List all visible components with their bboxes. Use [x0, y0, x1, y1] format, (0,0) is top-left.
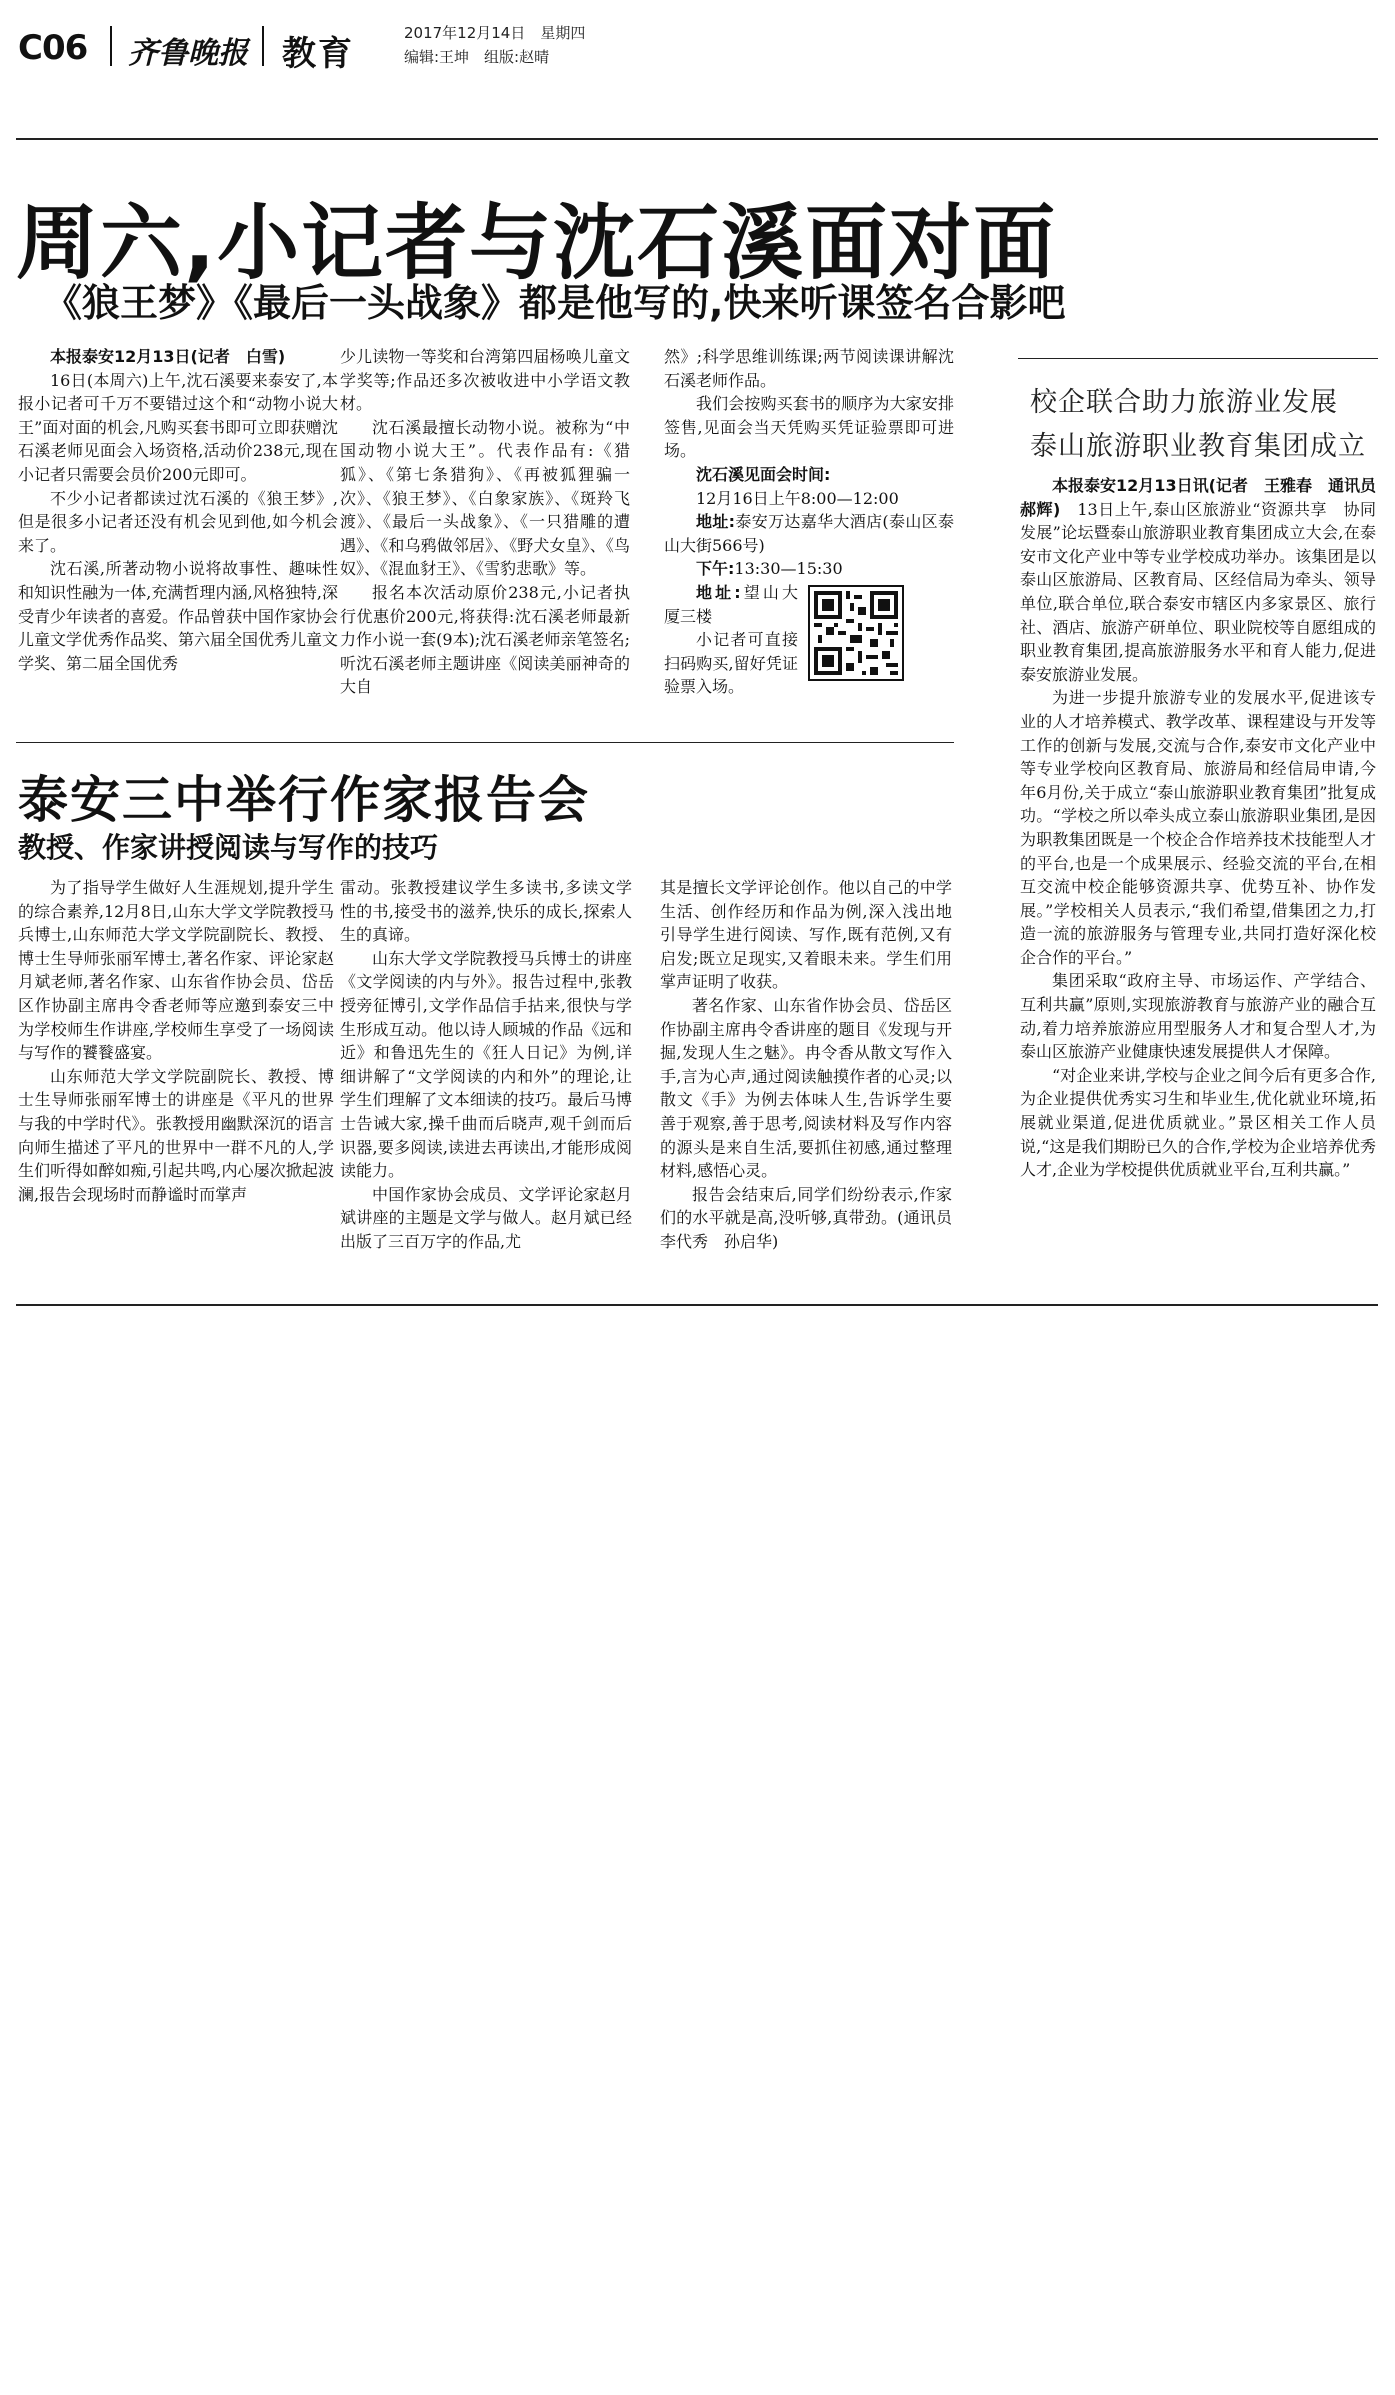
- story2-column-1: [18, 876, 334, 1206]
- story2-paragraph: 著名作家、山东省作协会员、岱岳区作协副主席冉令香讲座的题目《发现与开掘,发现人生之魅》。冉令香从散文写作入手,言为心声,通过阅读触摸作者的心灵;以散文《手》为例去体味人生,告诉学生要善于观察,善于思考,阅读材料及写作内容的源头是来自生活,要抓住初感,通过整理材料,感悟心灵。: [660, 995, 952, 1181]
- afternoon-label: 下午:: [696, 559, 735, 579]
- qr-code-icon[interactable]: [808, 585, 904, 681]
- afternoon-address-label: 地址:: [696, 583, 741, 602]
- story2-title: 泰安三中举行作家报告会: [18, 771, 590, 829]
- bottom-rule: [16, 1304, 1378, 1306]
- side-paragraph: 为进一步提升旅游专业的发展水平,促进该专业的人才培养模式、教学改革、课程建设与开发等工作的创新与发展,交流与合作,泰安市文化产业中等专业学校向区教育局、旅游局和经信局申请,今年6月份,关于成立“泰山旅游职业教育集团”批复成功。“学校之所以牵头成立泰山旅游职业集团,是因为职教集团既是一个校企合作培养技术技能型人才的平台,也是一个成果展示、经验交流的平台,在相互交流中校企能够资源共享、优势互补、协作发展。”学校相关人员表示,“我们希望,借集团之力,打造一流的旅游服务与管理专业,共同打造好深化校企合作的平台。”: [1020, 688, 1376, 967]
- side-byline: 本报泰安12月13日讯(记者 王雅春 通讯员 郝辉): [1020, 476, 1393, 519]
- newspaper-logo: 齐鲁晚报: [128, 36, 248, 71]
- date-line: 2017年12月14日 星期四: [404, 24, 586, 42]
- meeting-time: 12月16日上午8:00—12:00: [696, 488, 899, 508]
- header-divider: [110, 26, 112, 66]
- story2-paragraph: 雷动。张教授建议学生多读书,多读文学性的书,接受书的滋养,快乐的成长,探索人生的真谛。: [340, 878, 632, 945]
- lead-byline: 本报泰安12月13日(记者 白雪): [50, 347, 286, 366]
- page-code: C06: [18, 28, 88, 68]
- side-paragraph: 集团采取“政府主导、市场运作、产学结合、互利共赢”原则,实现旅游教育与旅游产业的融合互动,着力培养旅游应用型服务人才和复合型人才,为泰山区旅游产业健康快速发展提供人才保障。: [1020, 971, 1376, 1062]
- section-name: 教育: [282, 34, 354, 74]
- meeting-time-label: 沈石溪见面会时间:: [696, 464, 831, 484]
- lead-column-1: [18, 345, 338, 675]
- lead-subtitle: 《狼王梦》《最后一头战象》都是他写的,快来听课签名合影吧: [44, 281, 1066, 325]
- qr-note: 小记者可直接扫码购买,留好凭证验票入场。: [664, 630, 798, 697]
- lead-column-3: [664, 345, 954, 581]
- story2-column-2: [340, 876, 632, 1254]
- header-divider: [262, 26, 264, 66]
- side-title-line1: 校企联合助力旅游业发展: [1030, 387, 1338, 418]
- side-paragraph: 13日上午,泰山区旅游业“资源共享 协同发展”论坛暨泰山旅游职业教育集团成立大会,在泰安市文化产业中等专业学校成功举办。该集团是以泰山区旅游局、区教育局、区经信局为牵头、领导单位,联合单位,联合泰安市辖区内多家景区、旅行社、酒店、旅游产研单位、职业院校等自愿组成的职业教育集团,提高旅游服务水平和育人能力,促进泰安旅游业发展。: [1020, 499, 1376, 684]
- lead-paragraph: 沈石溪,所著动物小说将故事性、趣味性和知识性融为一体,充满哲理内涵,风格独特,深受青少年读者的喜爱。作品曾获中国作家协会儿童文学优秀作品奖、第六届全国优秀儿童文学奖、第二届全国优秀: [18, 559, 339, 673]
- lead-paragraph: 然》;科学思维训练课;两节阅读课讲解沈石溪老师作品。: [664, 347, 954, 390]
- lead-paragraph: 少儿读物一等奖和台湾第四届杨唤儿童文学奖等;作品还多次被收进中小学语文教材。: [340, 347, 630, 414]
- story2-subtitle: 教授、作家讲授阅读与写作的技巧: [18, 831, 439, 864]
- lead-paragraph: 我们会按购买套书的顺序为大家安排签售,见面会当天凭购买凭证验票即可进场。: [664, 394, 954, 461]
- story2-paragraph: 其是擅长文学评论创作。他以自己的中学生活、创作经历和作品为例,深入浅出地引导学生进行阅读、写作,既有范例,又有启发;既立足现实,又着眼未来。学生们用掌声证明了收获。: [660, 878, 952, 992]
- header-rule: [16, 138, 1378, 140]
- side-story-text: [1020, 474, 1393, 1182]
- afternoon-address: 望山大厦三楼: [664, 583, 798, 626]
- lead-column-3-lower: [664, 581, 798, 699]
- lead-paragraph: 16日(本周六)上午,沈石溪要来泰安了,本报小记者可千万不要错过这个和“动物小说大王”面对面的机会,凡购买套书即可立即获赠沈石溪老师见面会入场资格,活动价238元,现在小记者只需要会员价200元即可。: [18, 370, 338, 484]
- story2-paragraph: 山东大学文学院教授马兵博士的讲座《文学阅读的内与外》。报告过程中,张教授旁征博引,文学作品信手拈来,很快与学生形成互动。他以诗人顾城的作品《远和近》和鲁迅先生的《狂人日记》为例,详细讲解了“文学阅读的内和外”的理论,让学生们理解了文本细读的技巧。最后马博士告诫大家,操千曲而后晓声,观千剑而后识器,要多阅读,读进去再读出,才能形成阅读能力。: [340, 948, 632, 1181]
- story2-paragraph: 山东师范大学文学院副院长、教授、博士生导师张丽军博士的讲座是《平凡的世界与我的中学时代》。张教授用幽默深沉的语言向师生描述了平凡的世界中一群不凡的人,学生们听得如醉如痴,引起共鸣,内心屡次掀起波澜,报告会现场时而静谧时而掌声: [18, 1066, 334, 1204]
- section-divider: [16, 742, 954, 743]
- side-paragraph: “对企业来讲,学校与企业之间今后有更多合作,为企业提供优秀实习生和毕业生,优化就业环境,拓展就业渠道,促进优质就业。”景区相关工作人员说,“这是我们期盼已久的合作,学校为企业培养优秀人才,企业为学校提供优质就业平台,互利共赢。”: [1020, 1065, 1376, 1180]
- lead-paragraph: 沈石溪最擅长动物小说。被称为“中国动物小说大王”。代表作品有:《猎狐》、《第七条猎狗》、《再被狐狸骗一次》、《狼王梦》、《白象家族》、《斑羚飞渡》、《最后一头战象》、《一只猎雕的遭遇》、《和乌鸦做邻居》、《野犬女皇》、《鸟奴》、《混血豺王》、《雪豹悲歌》等。: [340, 417, 630, 579]
- story2-paragraph: 为了指导学生做好人生涯规划,提升学生的综合素养,12月8日,山东大学文学院教授马兵博士,山东师范大学文学院副院长、教授、博士生导师张丽军博士,著名作家、评论家赵月斌老师,著名作家、山东省作协会员、岱岳区作协副主席冉令香老师等应邀到泰安三中为学校师生作讲座,学校师生享受了一场阅读与写作的饕餮盛宴。: [18, 878, 334, 1063]
- page-title: 周六,小记者与沈石溪面对面: [16, 196, 1058, 291]
- meeting-address-label: 地址:: [696, 512, 736, 532]
- lead-paragraph: 不少小记者都读过沈石溪的《狼王梦》,但是很多小记者还没有机会见到他,如今机会来了。: [18, 488, 338, 555]
- lead-paragraph: 报名本次活动原价238元,小记者执行优惠价200元,将获得:沈石溪老师最新力作小说一套(9本);沈石溪老师亲笔签名;听沈石溪老师主题讲座《阅读美丽神奇的大自: [340, 582, 630, 697]
- meeting-address: 泰安万达嘉华大酒店(泰山区泰山大街566号): [664, 512, 954, 555]
- afternoon-time: 13:30—15:30: [734, 559, 843, 579]
- story2-paragraph: 中国作家协会成员、文学评论家赵月斌讲座的主题是文学与做人。赵月斌已经出版了三百万字的作品,尤: [340, 1184, 632, 1251]
- story2-column-3: [660, 876, 969, 1254]
- side-rule: [1018, 358, 1378, 359]
- story2-paragraph: 报告会结束后,同学们纷纷表示,作家们的水平就是高,没听够,真带劲。(通讯员 李代秀 孙启华): [660, 1184, 969, 1251]
- editor-line: 编辑:王坤 组版:赵晴: [404, 48, 550, 66]
- lead-column-2: [340, 345, 630, 699]
- side-title-line2: 泰山旅游职业教育集团成立: [1030, 431, 1366, 462]
